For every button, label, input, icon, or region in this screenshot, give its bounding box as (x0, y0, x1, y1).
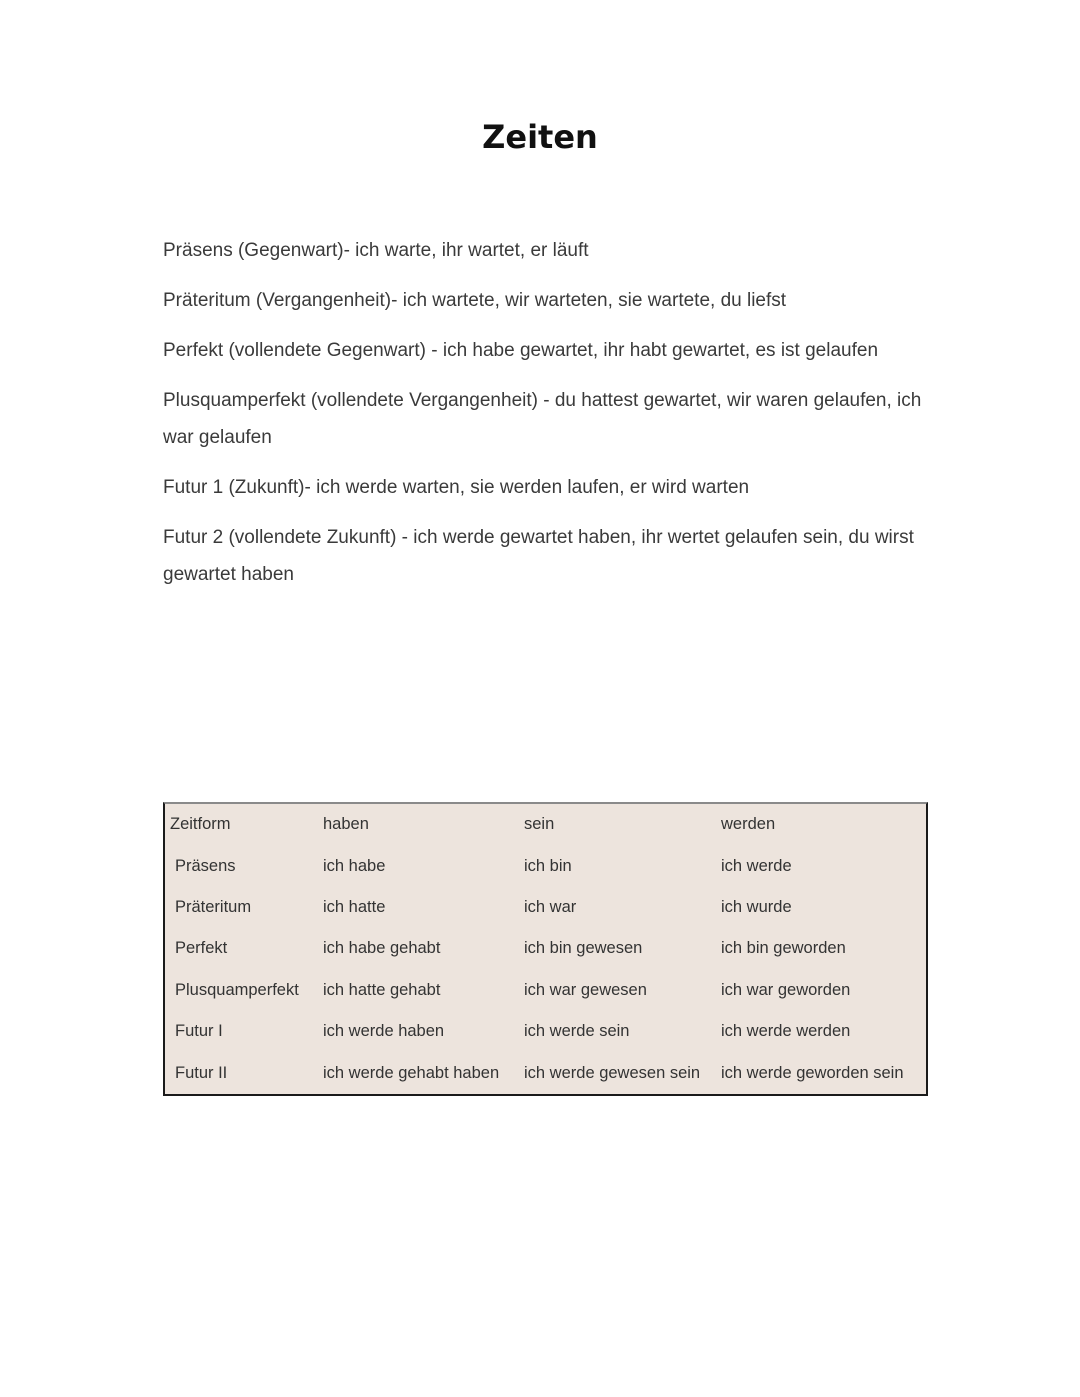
table-cell: ich bin geworden (721, 939, 846, 958)
conjugation-table-grid (165, 804, 926, 1094)
tense-line-futur-1: Futur 1 (Zukunft)- ich werde warten, sie werden laufen, er wird warten (163, 477, 750, 498)
table-row (165, 845, 926, 886)
conjugation-table (163, 802, 928, 1096)
table-cell-tense: Perfekt (175, 939, 228, 958)
table-cell: ich werde geworden sein (721, 1063, 904, 1082)
table-cell: ich war geworden (721, 980, 851, 999)
table-cell: ich werde gehabt haben (323, 1063, 500, 1082)
table-cell-tense: Plusquamperfekt (175, 980, 299, 999)
table-header-row (165, 804, 926, 845)
table-cell: ich war gewesen (524, 980, 647, 999)
table-row (165, 970, 926, 1011)
table-header-cell: Zeitform (170, 815, 231, 834)
table-row (165, 1011, 926, 1052)
table-cell-tense: Präteritum (175, 897, 252, 916)
table-cell: ich bin gewesen (524, 939, 643, 958)
table-cell: ich werde sein (524, 1022, 630, 1041)
tense-list (163, 232, 933, 606)
table-header-cell: werden (721, 815, 776, 834)
table-cell: ich war (524, 897, 577, 916)
tense-line-praesens: Präsens (Gegenwart)- ich warte, ihr wartet, er läuft (163, 240, 589, 261)
table-cell: ich bin (524, 856, 572, 875)
table-cell: ich hatte (323, 897, 386, 916)
table-cell: ich hatte gehabt (323, 980, 441, 999)
table-header-cell: haben (323, 815, 369, 834)
table-row (165, 928, 926, 969)
table-cell: ich werde haben (323, 1022, 445, 1041)
table-cell: ich wurde (721, 897, 792, 916)
table-row (165, 887, 926, 928)
table-cell-tense: Futur I (175, 1022, 223, 1041)
table-cell-tense: Futur II (175, 1063, 228, 1082)
table-row (165, 1052, 926, 1093)
tense-line-perfekt: Perfekt (vollendete Gegenwart) - ich habe gewartet, ihr habt gewartet, es ist gelaufen (163, 340, 879, 361)
table-cell: ich werde (721, 856, 792, 875)
table-cell: ich werde werden (721, 1022, 851, 1041)
table-header-cell: sein (524, 815, 555, 834)
table-cell: ich werde gewesen sein (524, 1063, 701, 1082)
tense-line-praeteritum: Präteritum (Vergangenheit)- ich wartete, wir warteten, sie wartete, du liefst (163, 290, 787, 311)
tense-line-plusquamperfekt: Plusquamperfekt (vollendete Vergangenheit) - du hattest gewartet, wir waren gelaufen, ich war gelaufen (163, 390, 922, 448)
table-cell: ich habe gehabt (323, 939, 441, 958)
tense-line-futur-2: Futur 2 (vollendete Zukunft) - ich werde gewartet haben, ihr wertet gelaufen sein, du wirst gewartet haben (163, 527, 914, 585)
page-title: Zeiten (482, 118, 598, 156)
table-cell-tense: Präsens (175, 856, 236, 875)
table-cell: ich habe (323, 856, 386, 875)
